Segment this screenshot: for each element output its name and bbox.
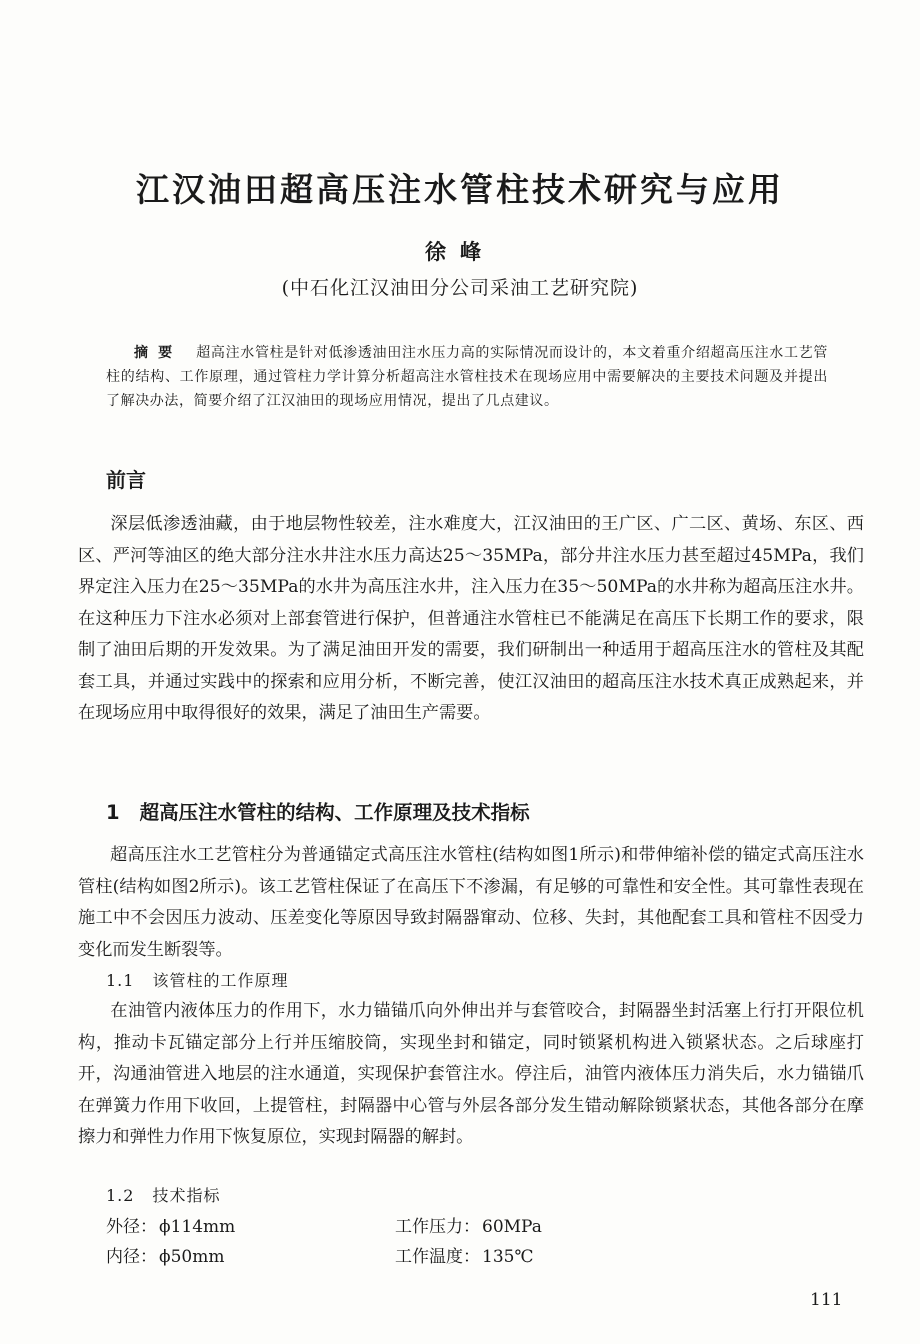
section-1-1-paragraph <box>78 996 864 1154</box>
abstract-text: 超高注水管柱是针对低渗透油田注水压力高的实际情况而设计的，本文着重介绍超高压注水工艺管柱的结构、工作原理，通过管柱力学计算分析超高注水管柱技术在现场应用中需要解决的主要技术问题及并提出了解决办法，简要介绍了江汉油田的现场应用情况，提出了几点建议。 <box>106 345 828 409</box>
section-1-paragraph <box>78 840 864 966</box>
paper-title: 江汉油田超高压注水管柱技术研究与应用 <box>136 170 784 209</box>
spec-value: ϕ114mm <box>159 1217 236 1237</box>
section-1-1-title: 该管柱的工作原理 <box>152 971 289 990</box>
page-number: 111 <box>810 1290 843 1310</box>
section-1-title: 超高压注水管柱的结构、工作原理及技术指标 <box>139 801 530 824</box>
spec-label: 工作温度： <box>395 1247 480 1267</box>
spec-working-pressure <box>395 1212 542 1237</box>
abstract-block <box>106 341 828 413</box>
section-1-1-number: 1.1 <box>106 971 135 990</box>
spec-value: 60MPa <box>482 1217 542 1237</box>
spec-value: ϕ50mm <box>159 1247 225 1267</box>
abstract-label: 摘要 <box>134 345 183 361</box>
intro-heading: 前言 <box>106 468 146 492</box>
spec-label: 外径： <box>106 1217 157 1237</box>
spec-inner-diameter <box>106 1242 224 1267</box>
spec-outer-diameter <box>106 1212 235 1237</box>
author-name: 徐峰 <box>425 239 495 264</box>
section-1-2-number: 1.2 <box>106 1186 135 1205</box>
author-affiliation: (中石化江汉油田分公司采油工艺研究院) <box>281 277 639 299</box>
section-1-number: 1 <box>106 801 120 824</box>
spec-working-temperature <box>395 1242 533 1267</box>
intro-paragraph-text: 深层低渗透油藏，由于地层物性较差，注水难度大，江汉油田的王广区、广二区、黄场、东区、西区、严河等油区的绝大部分注水井注水压力高达25～35MPa，部分井注水压力甚至超过45MPa，我们界定注入压力在25～35MPa的水井为高压注水井，注入压力在35～50MPa的水井称为超高压注水井。在这种压力下注水必须对上部套管进行保护，但普通注水管柱已不能满足在高压下长期工作的要求，限制了油田后期的开发效果。为了满足油田开发的需要，我们研制出一种适用于超高压注水的管柱及其配套工具，并通过实践中的探索和应用分析，不断完善，使江汉油田的超高压注水技术真正成熟起来，并在现场应用中取得很好的效果，满足了油田生产需要。 <box>78 514 864 723</box>
section-1-paragraph-text: 超高压注水工艺管柱分为普通锚定式高压注水管柱(结构如图1所示)和带伸缩补偿的锚定式高压注水管柱(结构如图2所示)。该工艺管柱保证了在高压下不渗漏，有足够的可靠性和安全性。其可靠性表现在施工中不会因压力波动、压差变化等原因导致封隔器窜动、位移、失封，其他配套工具和管柱不因受力变化而发生断裂等。 <box>78 845 864 960</box>
section-1-2-title: 技术指标 <box>152 1186 221 1205</box>
section-1-1-paragraph-text: 在油管内液体压力的作用下，水力锚锚爪向外伸出并与套管咬合，封隔器坐封活塞上行打开限位机构，推动卡瓦锚定部分上行并压缩胶筒，实现坐封和锚定，同时锁紧机构进入锁紧状态。之后球座打开，沟通油管进入地层的注水通道，实现保护套管注水。停注后，油管内液体压力消失后，水力锚锚爪在弹簧力作用下收回，上提管柱，封隔器中心管与外层各部分发生错动解除锁紧状态，其他各部分在摩擦力和弹性力作用下恢复原位，实现封隔器的解封。 <box>78 1001 864 1147</box>
spec-value: 135℃ <box>482 1247 534 1267</box>
spec-label: 内径： <box>106 1247 157 1267</box>
section-1-heading <box>106 797 530 825</box>
spec-label: 工作压力： <box>395 1217 480 1237</box>
section-1-1-heading <box>106 968 288 991</box>
section-1-2-heading <box>106 1183 220 1206</box>
intro-paragraph <box>78 509 864 730</box>
